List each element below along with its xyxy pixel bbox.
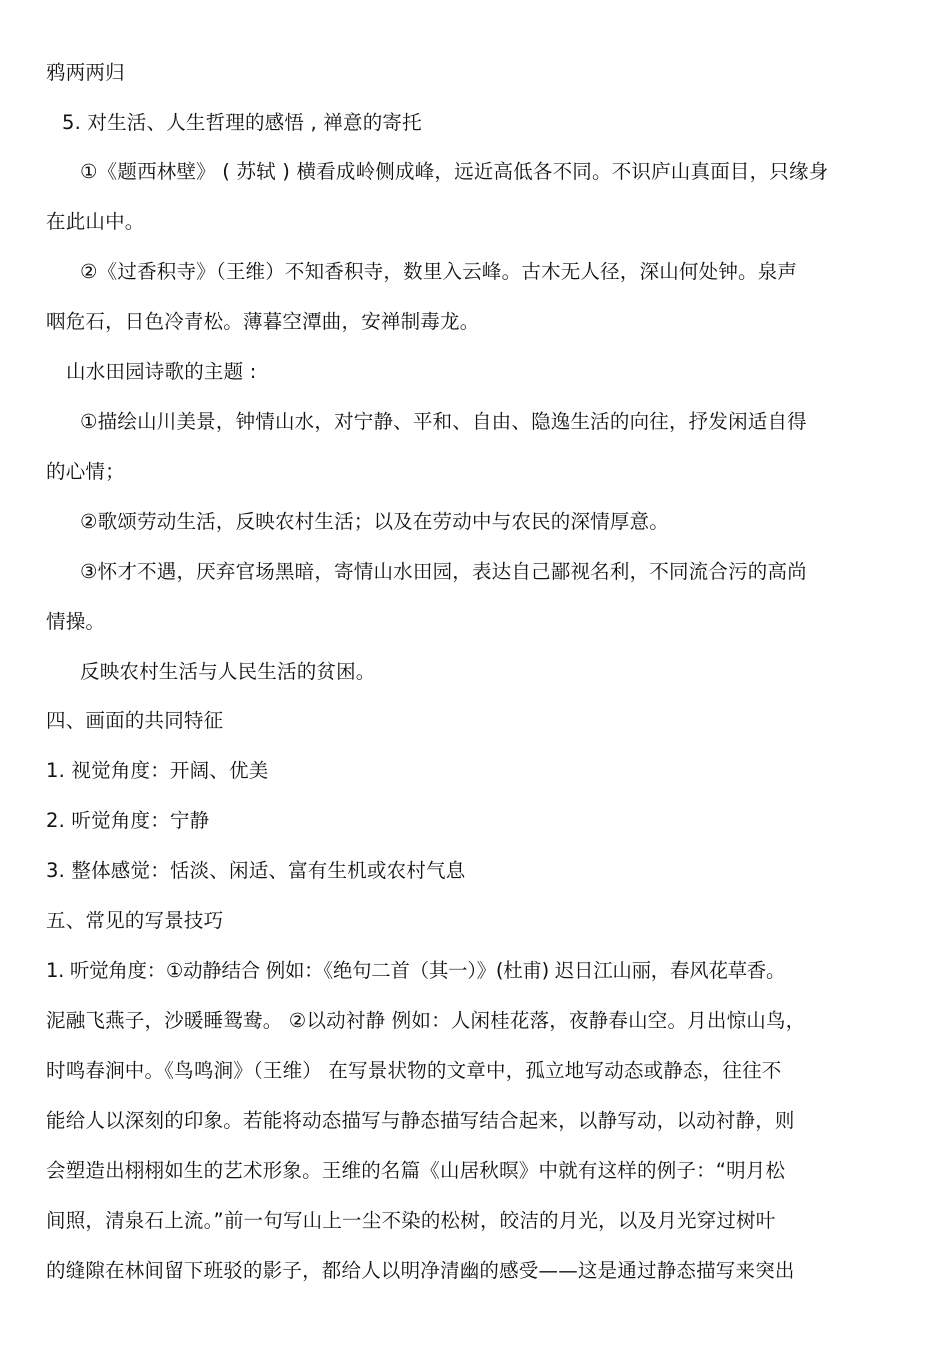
text-line-21: 时鸣春涧中。《鸟鸣涧》（王维） 在写景状物的文章中，孤立地写动态或静态，往往不 [46, 1059, 782, 1082]
text-line-23: 会塑造出栩栩如生的艺术形象。王维的名篇《山居秋暝》中就有这样的例子：“明月松 [46, 1159, 786, 1182]
text-line-13: 反映农村生活与人民生活的贫困。 [80, 660, 376, 683]
text-line-24: 间照，清泉石上流。”前一句写山上一尘不染的松树，皎洁的月光，以及月光穿过树叶 [46, 1209, 776, 1232]
text-line-9: 的心情； [46, 460, 125, 483]
text-line-1: 鸦两两归 [46, 61, 125, 84]
subheading-themes: 山水田园诗歌的主题 : [66, 360, 257, 383]
text-line-20: 泥融飞燕子，沙暖睡鸳鸯。 ②以动衬静 例如：人闲桂花落，夜静春山空。月出惊山鸟， [46, 1009, 806, 1032]
text-line-19: 1. 听觉角度：①动静结合 例如：《绝句二首（其一）》(杜甫) 迟日江山丽，春风花草香。 [46, 959, 786, 982]
list-item-2: 2. 听觉角度：宁静 [46, 809, 210, 832]
list-item-3: 3. 整体感觉：恬淡、闲适、富有生机或农村气息 [46, 859, 466, 882]
text-line-8: ①描绘山川美景，钟情山水，对宁静、平和、自由、隐逸生活的向往，抒发闲适自得 [80, 410, 807, 433]
text-line-3: ①《题西林壁》 ( 苏轼 ) 横看成岭侧成峰，远近高低各不同。不识庐山真面目，只缘身 [80, 160, 829, 183]
text-line-10: ②歌颂劳动生活，反映农村生活；以及在劳动中与农民的深情厚意。 [80, 510, 669, 533]
text-line-12: 情操。 [46, 610, 106, 633]
text-line-25: 的缝隙在林间留下班驳的影子，都给人以明净清幽的感受——这是通过静态描写来突出 [46, 1259, 795, 1282]
list-item-1: 1. 视觉角度：开阔、优美 [46, 759, 269, 782]
section-heading-5: 五、常见的写景技巧 [46, 909, 224, 932]
section-heading-4: 四、画面的共同特征 [46, 709, 224, 732]
text-line-22: 能给人以深刻的印象。若能将动态描写与静态描写结合起来，以静写动，以动衬静，则 [46, 1109, 795, 1132]
heading-5: 5. 对生活、人生哲理的感悟 , 禅意的寄托 [62, 111, 422, 134]
text-line-11: ③怀才不遇，厌弃官场黑暗，寄情山水田园，表达自己鄙视名利，不同流合污的高尚 [80, 560, 807, 583]
text-line-5: ②《过香积寺》（王维）不知香积寺，数里入云峰。古木无人径，深山何处钟。泉声 [80, 260, 798, 283]
text-line-4: 在此山中。 [46, 210, 145, 233]
text-line-6: 咽危石，日色冷青松。薄暮空潭曲，安禅制毒龙。 [46, 310, 480, 333]
